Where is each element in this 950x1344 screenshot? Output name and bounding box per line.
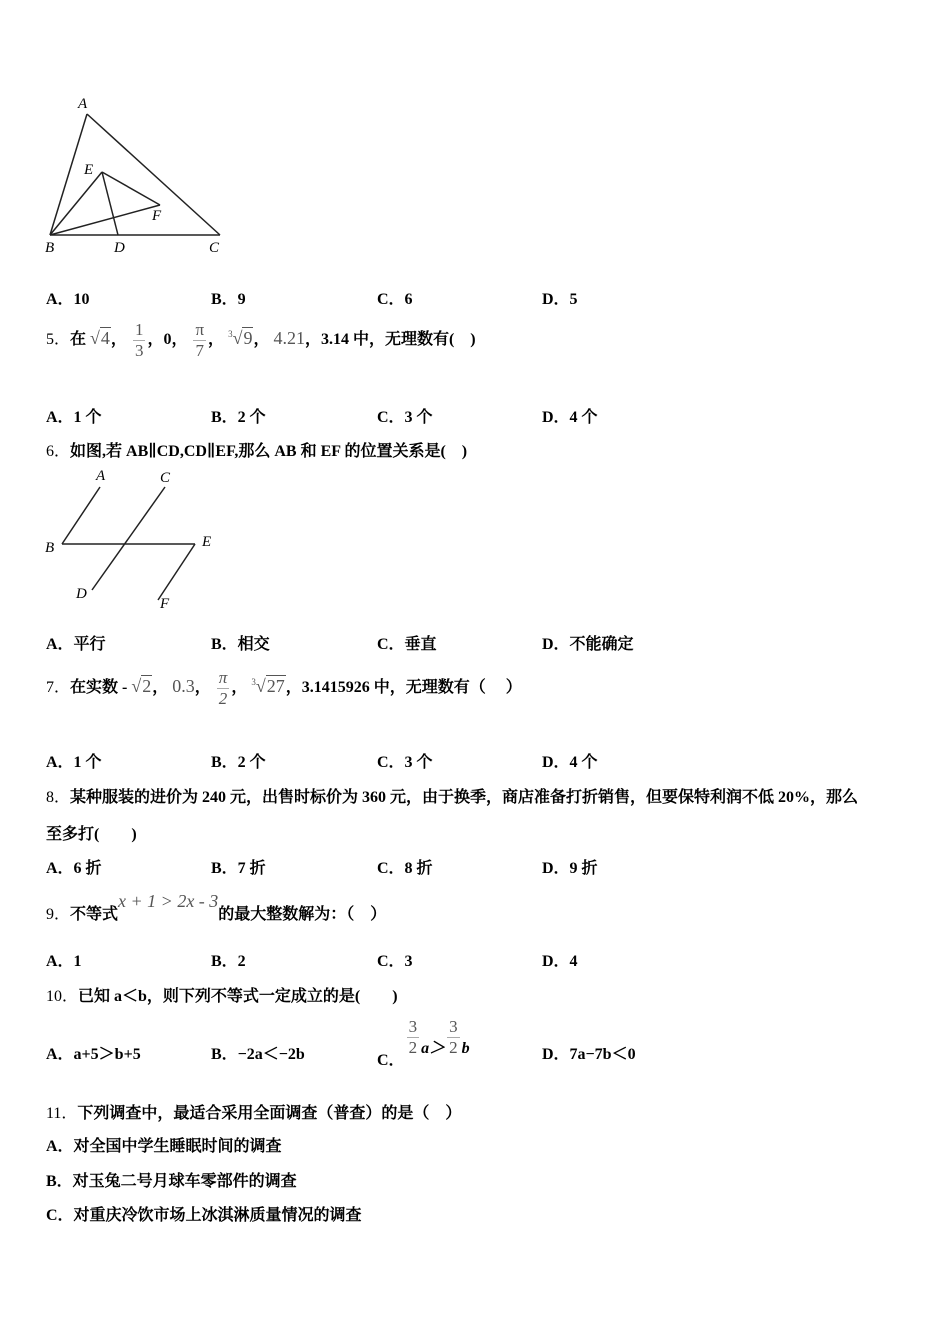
numerator: 3 bbox=[408, 1017, 418, 1036]
text: 在 bbox=[70, 331, 87, 349]
label-f: F bbox=[152, 208, 162, 224]
option-d[interactable]: D．9 折 bbox=[542, 860, 598, 877]
label-a: A bbox=[78, 96, 88, 112]
triangle-figure bbox=[0, 0, 240, 260]
question-8 bbox=[46, 784, 858, 807]
question-text: 某种服装的进价为 240 元，出售时标价为 360 元，由于换季，商店准备打折销售，但要保特利润不低 20%，那么 bbox=[70, 789, 859, 806]
denominator: 2 bbox=[449, 1038, 458, 1057]
repeating-decimal: 4.21 bbox=[273, 328, 305, 349]
option-a[interactable]: A．对全国中学生睡眠时间的调查 bbox=[46, 1138, 282, 1155]
question-number: 11． bbox=[46, 1105, 78, 1122]
option-c[interactable]: C．垂直 bbox=[377, 636, 437, 653]
text: 的最大整数解为：（ ） bbox=[218, 906, 387, 923]
option-d[interactable]: D．4 个 bbox=[542, 409, 598, 426]
label-e: E bbox=[202, 534, 212, 550]
question-number: 5． bbox=[46, 331, 71, 349]
sqrt-4: √4 bbox=[90, 328, 110, 349]
option-a[interactable]: A．1 bbox=[46, 953, 82, 970]
label-e: E bbox=[84, 162, 94, 178]
numerator: π bbox=[218, 668, 228, 687]
option-b[interactable]: B．9 bbox=[211, 291, 246, 308]
option-d[interactable]: D．4 bbox=[542, 953, 578, 970]
option-a[interactable]: A．6 折 bbox=[46, 860, 102, 877]
option-b[interactable]: B．−2a＜−2b bbox=[211, 1046, 305, 1063]
question-text-cont: 至多打( ) bbox=[46, 826, 137, 843]
text: ，3.14 中，无理数有( ) bbox=[304, 331, 476, 349]
option-b[interactable]: B．相交 bbox=[211, 636, 270, 653]
question-number: 6． bbox=[46, 443, 71, 460]
text: ，0， bbox=[147, 331, 188, 349]
option-a[interactable]: A．10 bbox=[46, 291, 90, 308]
question-number: 9． bbox=[46, 906, 71, 923]
option-a[interactable]: A．1 个 bbox=[46, 754, 102, 771]
fraction bbox=[447, 1017, 460, 1058]
label-d: D bbox=[114, 240, 125, 256]
numerator: π bbox=[195, 320, 205, 339]
sqrt-2: √2 bbox=[131, 676, 152, 697]
option-b[interactable]: B．2 个 bbox=[211, 409, 266, 426]
text: b bbox=[461, 1040, 470, 1058]
label-d: D bbox=[76, 586, 87, 602]
fraction bbox=[407, 1017, 420, 1058]
option-label: C． bbox=[377, 1052, 405, 1070]
label-b: B bbox=[45, 540, 55, 556]
root-index: 3 bbox=[251, 677, 256, 688]
option-c[interactable]: C．对重庆冷饮市场上冰淇淋质量情况的调查 bbox=[46, 1207, 362, 1224]
option-c[interactable] bbox=[377, 1017, 470, 1070]
radicand: 9 bbox=[243, 328, 253, 349]
text: 不等式 bbox=[70, 906, 119, 923]
option-b[interactable]: B．2 个 bbox=[211, 754, 266, 771]
option-d[interactable]: D．不能确定 bbox=[542, 636, 634, 653]
label-c: C bbox=[160, 470, 171, 486]
option-b[interactable]: B．7 折 bbox=[211, 860, 266, 877]
inequality: x + 1 > 2x - 3 bbox=[118, 891, 219, 911]
label-a: A bbox=[96, 468, 106, 484]
denominator: 2 bbox=[408, 1038, 418, 1057]
question-7: 7．在实数 - √2， 0.3， $\frac{\pi}{2}$ ， $^3$√27，3.1415926 中，无理数有（ ） bbox=[46, 668, 522, 708]
cbrt-9: $^3$√9 bbox=[228, 328, 253, 349]
radicand: 4 bbox=[100, 328, 110, 349]
option-c[interactable]: C．8 折 bbox=[377, 860, 433, 877]
option-c[interactable]: C．3 个 bbox=[377, 409, 433, 426]
option-c[interactable]: C．6 bbox=[377, 291, 413, 308]
fraction-pi-2 bbox=[217, 668, 230, 709]
question-text: 如图,若 AB∥CD,CD∥EF,那么 AB 和 EF 的位置关系是( ) bbox=[70, 443, 468, 460]
option-a[interactable]: A．a+5＞b+5 bbox=[46, 1046, 141, 1063]
label-f: F bbox=[160, 596, 170, 612]
radicand: 2 bbox=[142, 676, 152, 697]
cbrt-27: $^3$√27 bbox=[251, 676, 285, 697]
option-b[interactable]: B．对玉兔二号月球车零部件的调查 bbox=[46, 1173, 297, 1190]
option-a[interactable]: A．平行 bbox=[46, 636, 106, 653]
option-c[interactable]: C．3 bbox=[377, 953, 413, 970]
text: 在实数 - bbox=[70, 679, 132, 697]
question-number: 7． bbox=[46, 679, 71, 697]
label-c: C bbox=[209, 240, 220, 256]
option-d[interactable]: D．4 个 bbox=[542, 754, 598, 771]
question-text: 已知 a＜b，则下列不等式一定成立的是( ) bbox=[78, 988, 398, 1005]
option-a[interactable]: A．1 个 bbox=[46, 409, 102, 426]
label-b: B bbox=[45, 240, 55, 256]
parallel-lines-figure bbox=[0, 460, 240, 620]
denominator: 2 bbox=[218, 689, 228, 708]
option-b[interactable]: B．2 bbox=[211, 953, 246, 970]
fraction-1-3 bbox=[133, 320, 146, 361]
denominator: 7 bbox=[195, 341, 204, 360]
numerator: 3 bbox=[449, 1017, 458, 1036]
numerator: 1 bbox=[134, 320, 144, 339]
question-5: 5．在 √4， $\frac{1}{3}$ ，0， $\frac{\pi}{7}$ ， $^3$√9， 4.21，3.14 中，无理数有( ) bbox=[46, 320, 476, 360]
option-d[interactable]: D．5 bbox=[542, 291, 578, 308]
fraction-pi-7 bbox=[193, 320, 206, 361]
question-6 bbox=[46, 438, 467, 461]
question-number: 8． bbox=[46, 789, 71, 806]
question-text: 下列调查中，最适合采用全面调查（普查）的是（ ） bbox=[77, 1105, 462, 1122]
question-10 bbox=[46, 983, 398, 1006]
option-c[interactable]: C．3 个 bbox=[377, 754, 433, 771]
denominator: 3 bbox=[134, 341, 144, 360]
root-index: 3 bbox=[228, 329, 233, 340]
question-9 bbox=[46, 891, 387, 924]
question-number: 10． bbox=[46, 988, 79, 1005]
text: ，3.1415926 中，无理数有（ ） bbox=[285, 679, 522, 697]
question-11 bbox=[46, 1100, 461, 1123]
repeating-decimal: 0.3 bbox=[172, 676, 195, 697]
text: a＞ bbox=[421, 1040, 446, 1058]
option-d[interactable]: D．7a−7b＜0 bbox=[542, 1046, 636, 1063]
radicand: 27 bbox=[266, 676, 285, 697]
